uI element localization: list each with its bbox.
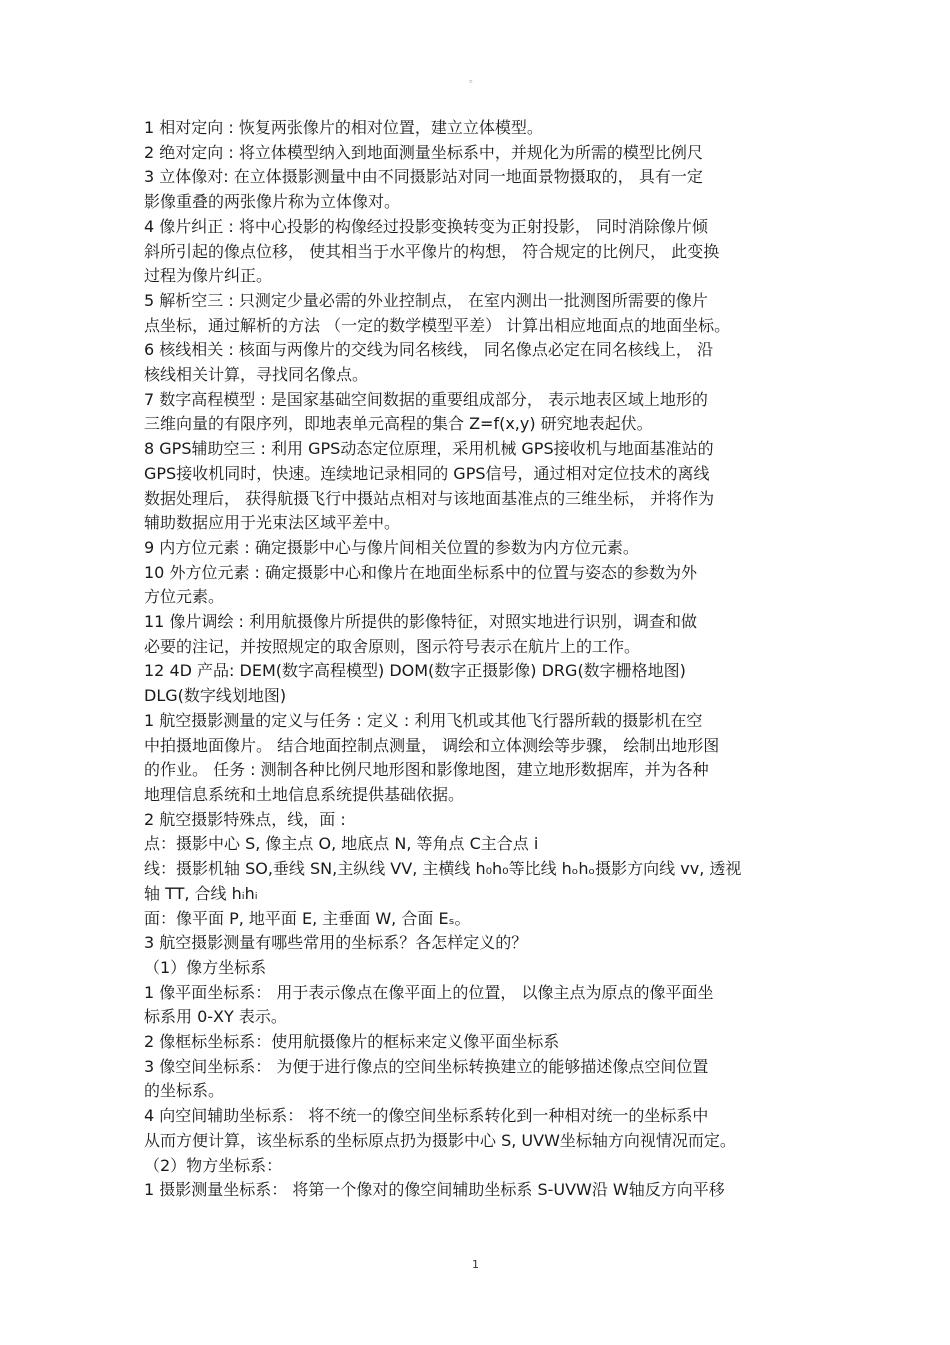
text-line: 4 向空间辅助坐标系： 将不统一的像空间坐标系转化到一种相对统一的坐标系中 — [144, 1106, 709, 1126]
text-line: 2 像框标坐标系：使用航摄像片的框标来定义像平面坐标系 — [144, 1032, 560, 1052]
text-line: 地理信息系统和土地信息系统提供基础依据。 — [144, 784, 465, 804]
text-line: 的坐标系。 — [144, 1081, 225, 1101]
text-line: 线：摄影机轴 SO,垂线 SN,主纵线 VV, 主横线 h₀h₀等比线 hₒhₒ摄影方向线 vv, 透视 — [144, 859, 742, 879]
text-line: 点：摄影中心 S, 像主点 O, 地底点 N, 等角点 C主合点 i — [144, 834, 539, 854]
text-line: 中拍摄地面像片。 结合地面控制点测量， 调绘和立体测绘等步骤， 绘制出地形图 — [144, 735, 720, 755]
text-line: 6 核线相关 : 核面与两像片的交线为同名核线， 同名像点必定在同名核线上， 沿 — [144, 340, 714, 360]
text-line: 核线相关计算，寻找同名像点。 — [144, 365, 369, 385]
text-line: 12 4D 产品: DEM(数字高程模型) DOM(数字正摄影像) DRG(数字栅格地图) — [144, 661, 686, 681]
text-line: 10 外方位元素 : 确定摄影中心和像片在地面坐标系中的位置与姿态的参数为外 — [144, 562, 698, 582]
text-line: GPS接收机同时，快速。连续地记录相同的 GPS信号，通过相对定位技术的离线 — [144, 463, 710, 483]
text-line: （2）物方坐标系： — [144, 1155, 283, 1175]
text-line: DLG(数字线划地图) — [144, 686, 287, 706]
text-line: 11 像片调绘 : 利用航摄像片所提供的影像特征，对照实地进行识别，调查和做 — [144, 612, 698, 632]
text-line: 3 航空摄影测量有哪些常用的坐标系？各怎样定义的？ — [144, 933, 528, 953]
text-line: 影像重叠的两张像片称为立体像对。 — [144, 192, 401, 212]
text-line: 点坐标，通过解析的方法 （一定的数学模型平差） 计算出相应地面点的地面坐标。 — [144, 315, 731, 335]
text-line: 斜所引起的像点位移， 使其相当于水平像片的构想， 符合规定的比例尺， 此变换 — [144, 241, 720, 261]
text-line: 1 摄影测量坐标系： 将第一个像对的像空间辅助坐标系 S-UVW沿 W轴反方向平移 — [144, 1180, 725, 1200]
text-line: 过程为像片纠正。 — [144, 266, 273, 286]
text-line: 1 航空摄影测量的定义与任务 : 定义 : 利用飞机或其他飞行器所载的摄影机在空 — [144, 710, 703, 730]
text-line: 从而方便计算，该坐标系的坐标原点扔为摄影中心 S, UVW坐标轴方向视情况而定。 — [144, 1130, 736, 1150]
text-line: （1）像方坐标系 — [144, 957, 267, 977]
text-line: 5 解析空三 : 只测定少量必需的外业控制点， 在室内测出一批测图所需要的像片 — [144, 290, 708, 310]
document-body — [144, 116, 814, 1203]
text-line: 4 像片纠正 : 将中心投影的构像经过投影变换转变为正射投影， 同时消除像片倾 — [144, 216, 708, 236]
text-line: 面：像平面 P, 地平面 E, 主垂面 W, 合面 Eₛ。 — [144, 908, 471, 928]
text-line: 1 相对定向 : 恢复两张像片的相对位置，建立立体模型。 — [144, 118, 543, 137]
text-line: 2 航空摄影特殊点，线，面 : — [144, 809, 346, 829]
text-line: 3 像空间坐标系： 为便于进行像点的空间坐标转换建立的能够描述像点空间位置 — [144, 1056, 709, 1076]
text-line: 9 内方位元素 : 确定摄影中心与像片间相关位置的参数为内方位元素。 — [144, 537, 639, 557]
text-line: 轴 TT, 合线 hᵢhᵢ — [144, 883, 258, 903]
text-line: 7 数字高程模型 : 是国家基础空间数据的重要组成部分， 表示地表区域上地形的 — [144, 389, 708, 409]
header-mark: 。 — [469, 74, 479, 85]
text-line: 必要的注记，并按照规定的取舍原则，图示符号表示在航片上的工作。 — [144, 636, 641, 656]
text-line: 方位元素。 — [144, 587, 225, 607]
text-line: 标系用 0-XY 表示。 — [144, 1007, 287, 1027]
page-number: 1 — [472, 1258, 479, 1271]
text-line: 1 像平面坐标系： 用于表示像点在像平面上的位置， 以像主点为原点的像平面坐 — [144, 982, 714, 1002]
text-line: 数据处理后， 获得航摄飞行中摄站点相对与该地面基准点的三维坐标， 并将作为 — [144, 488, 715, 508]
text-line: 的作业。 任务 : 测制各种比例尺地形图和影像地图，建立地形数据库，并为各种 — [144, 760, 709, 780]
text-line: 辅助数据应用于光束法区域平差中。 — [144, 513, 401, 533]
text-line: 3 立体像对: 在立体摄影测量中由不同摄影站对同一地面景物摄取的， 具有一定 — [144, 167, 703, 187]
text-line: 8 GPS辅助空三 : 利用 GPS动态定位原理，采用机械 GPS接收机与地面基准站的 — [144, 439, 714, 459]
text-line: 2 绝对定向 : 将立体模型纳入到地面测量坐标系中，并规化为所需的模型比例尺 — [144, 142, 703, 162]
text-line: 三维向量的有限序列，即地表单元高程的集合 Z=f(x,y) 研究地表起伏。 — [144, 414, 653, 434]
